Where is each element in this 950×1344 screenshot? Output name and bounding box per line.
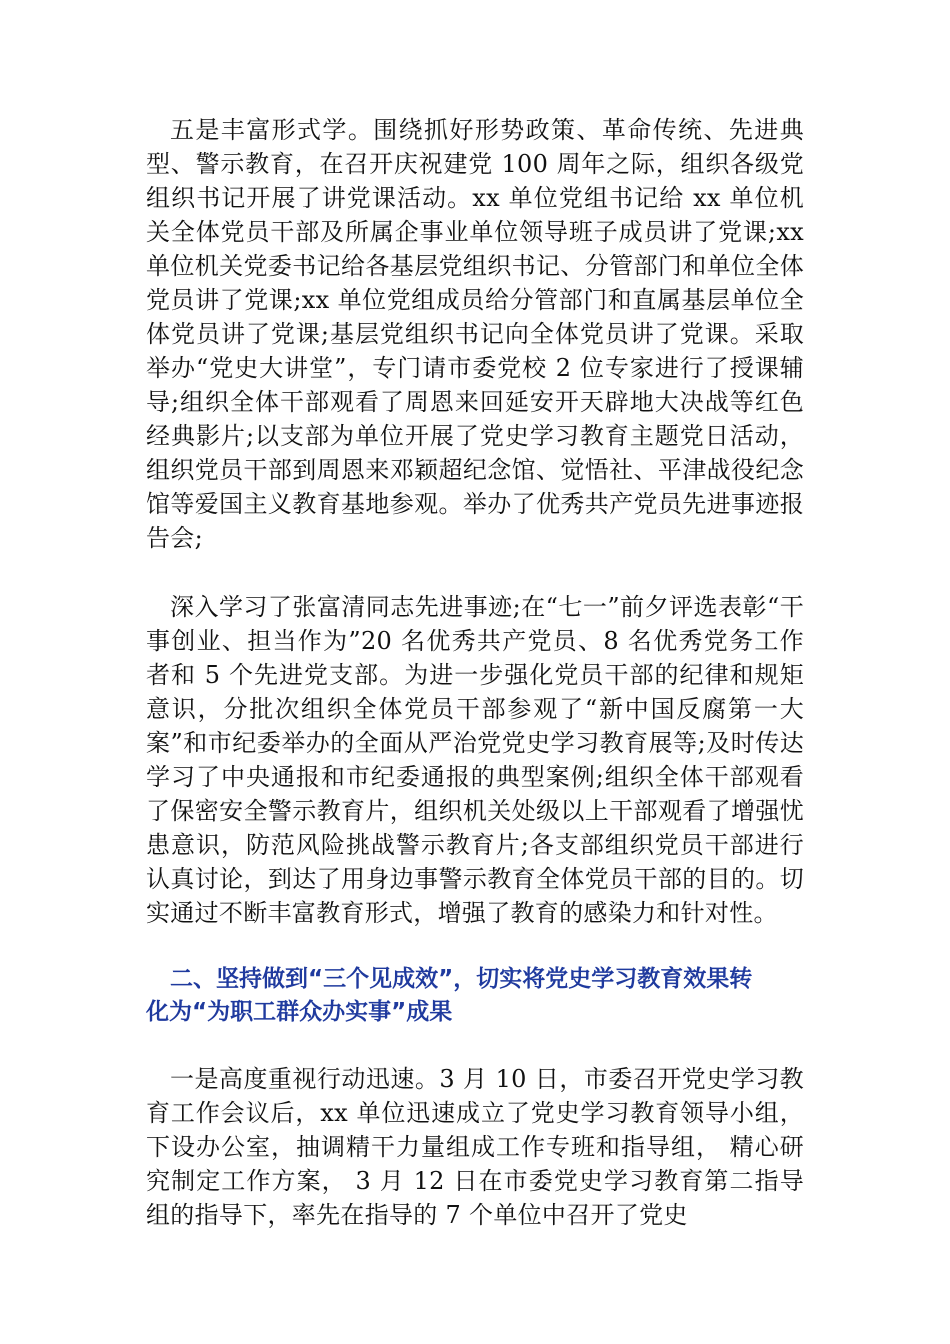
document-body — [146, 113, 804, 1232]
paragraph-rapid-action: 一是高度重视行动迅速。3 月 10 日，市委召开党史学习教育工作会议后，xx 单位迅速成立了党史学习教育领导小组，下设办公室，抽调精干力量组成工作专班和指导组， 精心研究制定工作方案， 3 月 12 日在市委党史学习教育第二指导组的指导下，率先在指导的 7 个单位中召开了党史 — [146, 1065, 804, 1229]
section-heading-two: 二、坚持做到“三个见成效”，切实将党史学习教育效果转化为“为职工群众办实事”成果 — [146, 966, 753, 1025]
paragraph-rich-forms-study: 五是丰富形式学。围绕抓好形势政策、革命传统、先进典型、警示教育，在召开庆祝建党 100 周年之际，组织各级党组织书记开展了讲党课活动。xx 单位党组书记给 xx 单位机关全体党员干部及所属企事业单位领导班子成员讲了党课;xx 单位机关党委书记给各基层党组织书记、分管部门和单位全体党员讲了党课;xx 单位党组成员给分管部门和直属基层单位全体党员讲了党课;基层党组织书记向全体党员讲了党课。采取举办“党史大讲堂”，专门请市委党校 2 位专家进行了授课辅导;组织全体干部观看了周恩来回延安开天辟地大决战等红色经典影片;以支部为单位开展了党史学习教育主题党日活动，组织党员干部到周恩来邓颖超纪念馆、觉悟社、平津战役纪念馆等爱国主义教育基地参观。举办了优秀共产党员先进事迹报告会; — [146, 116, 804, 552]
paragraph-advanced-deeds: 深入学习了张富清同志先进事迹;在“七一”前夕评选表彰“干事创业、担当作为”20 名优秀共产党员、8 名优秀党务工作者和 5 个先进党支部。为进一步强化党员干部的纪律和规矩意识，分批次组织全体党员干部参观了“新中国反腐第一大案”和市纪委举办的全面从严治党党史学习教育展等;及时传达学习了中央通报和市纪委通报的典型案例;组织全体干部观看了保密安全警示教育片，组织机关处级以上干部观看了增强忧患意识，防范风险挑战警示教育片;各支部组织党员干部进行认真讨论，到达了用身边事警示教育全体党员干部的目的。切实通过不断丰富教育形式，增强了教育的感染力和针对性。 — [146, 593, 804, 927]
